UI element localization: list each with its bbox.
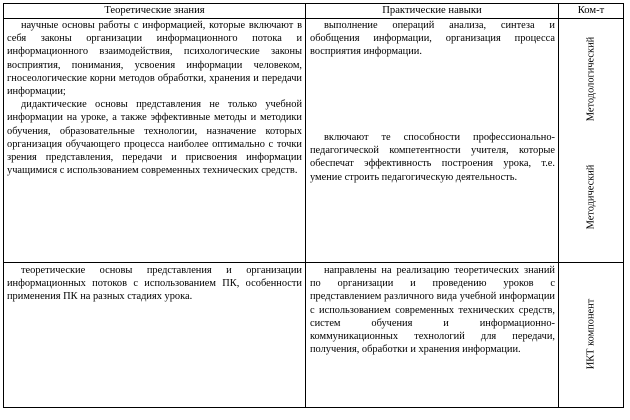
row2-skills-paragraph: направлены на реализацию теоретических знаний по организации и проведению уроков с представлением различного вида учебной информации с использованием современных технических средств, систем обучения и информационно-коммуникационных технологий для передачи, получения, обработки и хранения информации. <box>310 265 555 356</box>
row1-knowledge-paragraph-2: дидактические основы представления не только учебной информации на уроке, а также эффективные методы и методики обучения, образовательные технологии, назначение которых организация обучающего процесса наиболее оптимально с точки зрения представления, передачи и присвоения информации учащимися с использованием современных технических средств. <box>7 99 302 177</box>
table-border-left <box>3 3 4 408</box>
component-ict: ИКТ компонент <box>585 298 597 370</box>
header-practical-skills: Практические навыки <box>382 5 482 16</box>
component-methodical: Методический <box>585 164 597 230</box>
row1-skills-paragraph-2: включают те способности профессионально-педагогической компетентности учителя, которые обеспечат эффективность построения урока, т.е. умение строить педагогическую деятельность. <box>310 132 555 183</box>
row2-knowledge-cell <box>7 264 302 304</box>
column-divider-2 <box>558 3 559 408</box>
competence-table <box>3 3 624 408</box>
row-divider <box>3 262 624 263</box>
row1-skills-methodical <box>310 131 555 184</box>
table-border-right <box>623 3 624 408</box>
header-component: Ком-т <box>577 5 605 16</box>
row1-knowledge-paragraph-1: научные основы работы с информацией, которые включают в себя законы организации информационного потока и информационного взаимодействия, психологические законы восприятия, понимания, усвоения информации человеком, гносеологические корни методов обработки, хранения и передачи информации; <box>7 20 302 98</box>
component-methodological: Методологический <box>585 36 597 122</box>
header-theoretical-knowledge: Теоретические знания <box>104 5 205 16</box>
row2-knowledge-paragraph: теоретические основы представления и организации информационных потоков с использованием ПК, особенности применения ПК на разных стадиях урока. <box>7 265 302 303</box>
row1-knowledge-cell <box>7 19 302 177</box>
row1-skills-paragraph-1: выполнение операций анализа, синтеза и обобщения информации, организация процесса восприятия информации. <box>310 20 555 58</box>
column-divider-1 <box>305 3 306 408</box>
row2-skills-cell <box>310 264 555 356</box>
row1-skills-methodological <box>310 19 555 59</box>
table-border-bottom <box>3 407 624 408</box>
